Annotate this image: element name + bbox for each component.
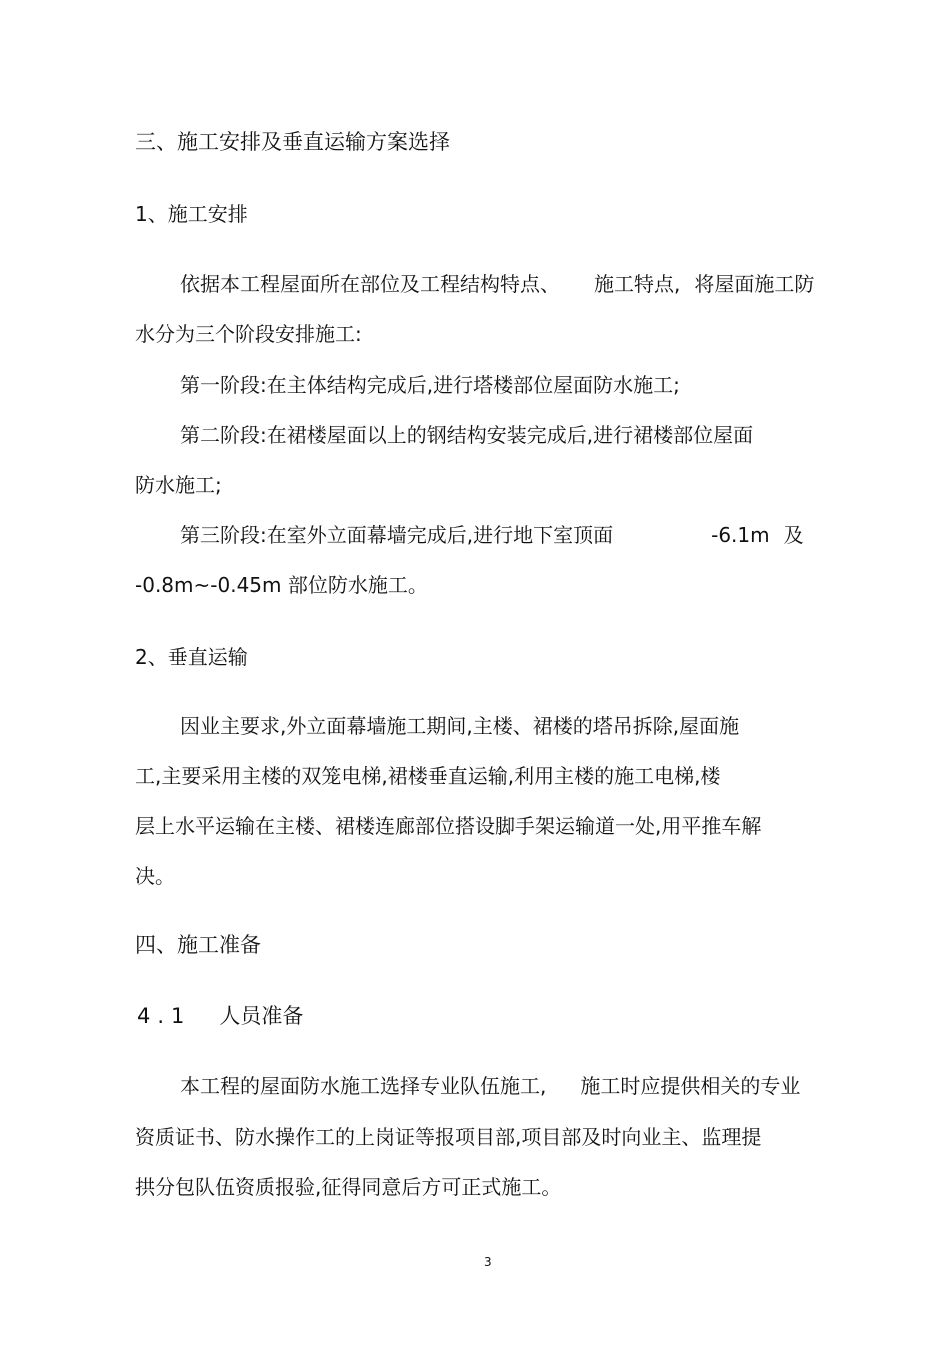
text-run: 本工程的屋面防水施工选择专业队伍施工, — [180, 1074, 547, 1098]
stage-3-line-continued: -0.8m~-0.45m 部位防水施工。 — [135, 573, 428, 597]
paragraph-line — [180, 1072, 800, 1100]
subsection-title: 人员准备 — [219, 1004, 304, 1028]
paragraph-line: 因业主要求,外立面幕墙施工期间,主楼、裙楼的塔吊拆除,屋面施 — [180, 714, 740, 738]
text-run: 施工特点, — [594, 272, 681, 296]
stage-1-line: 第一阶段:在主体结构完成后,进行塔楼部位屋面防水施工; — [180, 373, 680, 397]
paragraph-line: 资质证书、防水操作工的上岗证等报项目部,项目部及时向业主、监理提 — [135, 1125, 762, 1149]
paragraph-line: 拱分包队伍资质报验,征得同意后方可正式施工。 — [135, 1175, 562, 1199]
subsection-number: 4.1 — [137, 1004, 192, 1028]
subsection-1-heading: 1、施工安排 — [135, 202, 248, 226]
text-run: 第三阶段:在室外立面幕墙完成后,进行地下室顶面 — [180, 523, 614, 547]
section-3-heading: 三、施工安排及垂直运输方案选择 — [135, 130, 450, 154]
subsection-2-heading: 2、垂直运输 — [135, 645, 248, 669]
text-run: 将屋面施工防 — [694, 272, 815, 296]
text-run: 及 — [783, 523, 804, 547]
text-run: 施工时应提供相关的专业 — [580, 1074, 801, 1098]
text-run: -6.1m — [711, 523, 770, 547]
paragraph-line — [180, 270, 814, 298]
paragraph-line: 决。 — [135, 864, 175, 888]
stage-2-line: 第二阶段:在裙楼屋面以上的钢结构安装完成后,进行裙楼部位屋面 — [180, 423, 754, 447]
paragraph-line: 层上水平运输在主楼、裙楼连廊部位搭设脚手架运输道一处,用平推车解 — [135, 814, 762, 838]
stage-2-line-continued: 防水施工; — [135, 473, 222, 497]
stage-3-line — [180, 521, 804, 549]
page-number: 3 — [484, 1255, 492, 1269]
paragraph-line: 水分为三个阶段安排施工: — [135, 322, 362, 346]
text-run: 依据本工程屋面所在部位及工程结构特点、 — [180, 272, 560, 296]
paragraph-line: 工,主要采用主楼的双笼电梯,裙楼垂直运输,利用主楼的施工电梯,楼 — [135, 764, 721, 788]
subsection-4-1-heading — [137, 1002, 303, 1030]
section-4-heading: 四、施工准备 — [135, 933, 261, 957]
